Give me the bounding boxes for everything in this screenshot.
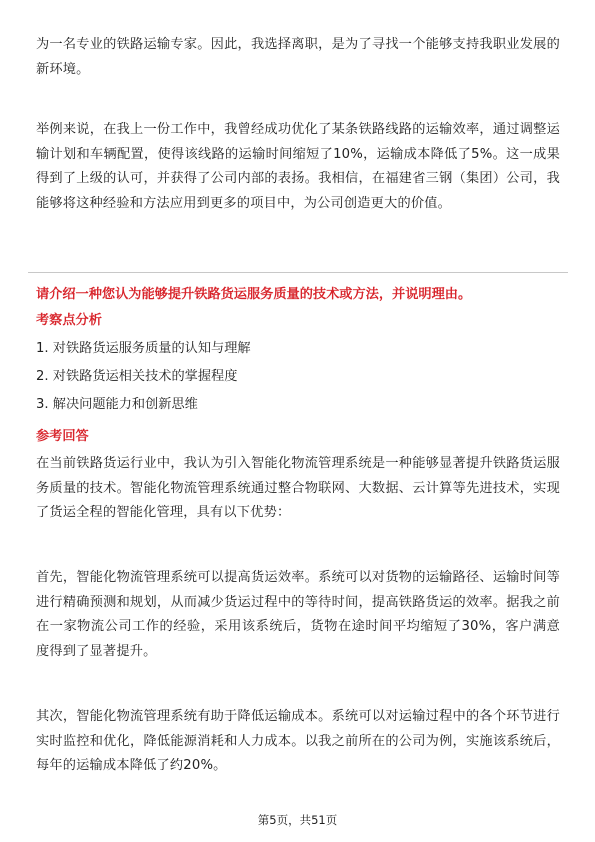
answer-paragraph-3: 其次，智能化物流管理系统有助于降低运输成本。系统可以对运输过程中的各个环节进行实时监控和优化，降低能源消耗和人力成本。以我之前所在的公司为例，实施该系统后，每年的运输成本降低了约20%。 [36, 709, 560, 773]
intro-paragraph-2: 举例来说，在我上一份工作中，我曾经成功优化了某条铁路线路的运输效率，通过调整运输计划和车辆配置，使得该线路的运输时间缩短了10%，运输成本降低了5%。这一成果得到了上级的认可，并获得了公司内部的表扬。我相信，在福建省三钢（集团）公司，我能够将这种经验和方法应用到更多的项目中，为公司创造更大的价值。 [36, 122, 560, 211]
section-divider [28, 272, 568, 273]
answer-heading: 参考回答 [36, 429, 89, 444]
intro-paragraph-1: 为一名专业的铁路运输专家。因此，我选择离职，是为了寻找一个能够支持我职业发展的新环境。 [36, 37, 560, 77]
page-number: 第5页，共51页 [257, 813, 338, 827]
analysis-item-3: 3. 解决问题能力和创新思维 [36, 397, 198, 412]
analysis-heading: 考察点分析 [36, 313, 102, 328]
interview-question: 请介绍一种您认为能够提升铁路货运服务质量的技术或方法，并说明理由。 [36, 287, 472, 302]
analysis-item-2: 2. 对铁路货运相关技术的掌握程度 [36, 369, 238, 384]
analysis-item-1: 1. 对铁路货运服务质量的认知与理解 [36, 341, 251, 356]
answer-paragraph-2: 首先，智能化物流管理系统可以提高货运效率。系统可以对货物的运输路径、运输时间等进行精确预测和规划，从而减少货运过程中的等待时间，提高铁路货运的效率。据我之前在一家物流公司工作的经验，采用该系统后，货物在途时间平均缩短了30%，客户满意度得到了显著提升。 [36, 570, 560, 659]
answer-paragraph-1: 在当前铁路货运行业中，我认为引入智能化物流管理系统是一种能够显著提升铁路货运服务质量的技术。智能化物流管理系统通过整合物联网、大数据、云计算等先进技术，实现了货运全程的智能化管理，具有以下优势： [36, 456, 560, 520]
